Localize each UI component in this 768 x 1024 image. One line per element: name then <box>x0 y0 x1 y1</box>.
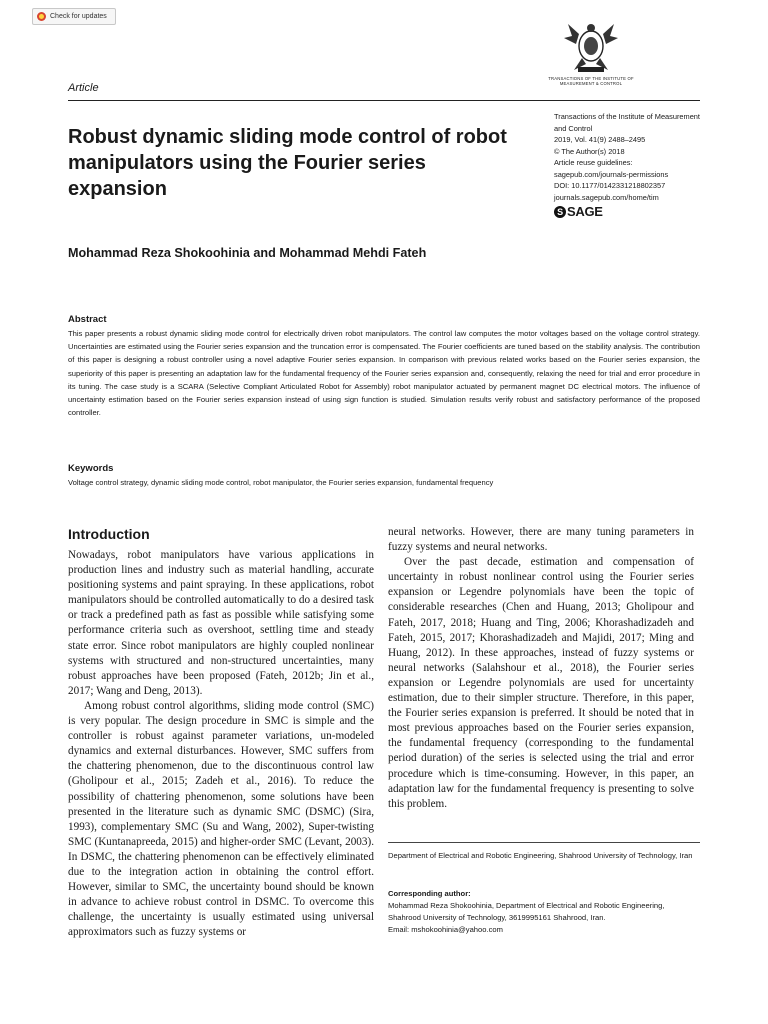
check-updates-icon <box>37 12 46 21</box>
intro-paragraph-4: Over the past decade, estimation and compensation of uncertainty in robust nonlinear control using the Fourier series expansion or Legendre polynomials have been the topic of considerable researches (Chen and Huang, 2013; Gholipour and Fateh, 2017, 2018; Huang and Ting, 2006; Khorashadizadeh and Fateh, 2015, 2017; Khorashadizadeh and Majidi, 2017; Ming and Huang, 2012). In these approaches, instead of fuzzy systems or neural networks (Salahshour et al., 2018), the Fourier series expansion or Legendre polynomials are used for uncertainty estimation, due to their simpler structure. Therefore, in this paper, the Fourier series expansion is preferred. It should be noted that in most previous approaches based on the Fourier series expansion, the fundamental frequency (corresponding to the fundamental period duration) of the series is selected using the trial and error procedure which is time-consuming. However, in this paper, an adaptation law for the fundamental frequency is presenting to solve this problem. <box>388 556 694 810</box>
abstract-heading: Abstract <box>68 314 107 325</box>
sage-s-icon: S <box>554 206 566 218</box>
reuse-guidelines: Article reuse guidelines: <box>554 158 633 167</box>
intro-paragraph-3: neural networks. However, there are many tuning parameters in fuzzy systems and neural networks. <box>388 526 694 554</box>
introduction-heading: Introduction <box>68 526 150 542</box>
sage-wordmark: SAGE <box>567 204 603 219</box>
check-updates-label: Check for updates <box>50 13 107 20</box>
header-divider <box>68 100 700 101</box>
footnote-divider <box>388 842 700 843</box>
body-column-right <box>388 525 694 812</box>
intro-paragraph-2: Among robust control algorithms, sliding mode control (SMC) is very popular. The design procedure in SMC is simple and the controller is robust against parameter variations, un-modeled dynamics and external disturbances. However, SMC suffers from the chattering phenomenon, due to the discontinuous control law (Gholipour et al., 2015; Zadeh et al., 2016). To reduce the possibility of chattering phenomenon, some solutions have been presented in the literature such as dynamic SMC (DSMC) (Sira, 1993), complementary SMC (Su and Wang, 2002), Super-twisting SMC (Kuntanapreeda, 2015) and higher-order SMC (Levant, 2003). In DSMC, the chattering phenomenon can be effectively eliminated due to the integration action in obtaining the control effort. However, similar to SMC, the uncertainty bound should be known in advance to achieve robust control in DSMC. To overcome this challenge, the uncertainty is usually estimated using universal approximators such as fuzzy systems or <box>68 699 374 939</box>
body-column-left <box>68 548 374 940</box>
journal-home-link[interactable]: journals.sagepub.com/home/tim <box>554 192 659 202</box>
corresponding-author-details <box>388 900 698 936</box>
affiliation-footnote: Department of Electrical and Robotic Engineering, Shahrood University of Technology, Iran <box>388 851 693 860</box>
check-for-updates-badge[interactable] <box>32 8 116 25</box>
copyright: © The Author(s) 2018 <box>554 146 625 156</box>
abstract-text: This paper presents a robust dynamic sliding mode control for electrically driven robot manipulators. The control law computes the motor voltages based on the voltage control strategy. Uncertainties are estimated using the Fourier series expansion and the truncation error is compensated. The Fourier coefficients are tuned based on the stability analysis. The contribution of this paper is designing a robust controller using a novel adaptive Fourier series expansion. In comparison with previous related works based on the Fourier series expansion, the superiority of this paper is presenting an adaptation law for the fundamental frequency of the Fourier series expansion and, consequently, relaxing the need for trial and error procedure in its tuning. The case study is a SCARA (Selective Compliant Articulated Robot for Assembly) robot manipulator actuated by permanent magnet DC electrical motors. The influence of uncertainty estimation based on the Fourier series expansion instead of using sign function is studied. Simulation results verify robust and satisfactory performance of the proposed controller. <box>68 329 700 418</box>
intro-paragraph-1: Nowadays, robot manipulators have various applications in production lines and industry such as material handling, accurate positioning systems and paint spraying. In these applications, robot manipulators should be controlled automatically to do a desired task or track a predefined path as fast as possible while satisfying some performance criteria such as overshoot, settling time and steady state error. Since robot manipulators are highly coupled nonlinear systems with structured and non-structured uncertainties, many robust approaches have been proposed (Fateh, 2012b; Jin et al., 2017; Wang and Deng, 2013). <box>68 549 374 697</box>
paper-title: Robust dynamic sliding mode control of robot manipulators using the Fourier series expansion <box>68 126 507 200</box>
doi[interactable]: DOI: 10.1177/0142331218802357 <box>554 181 666 190</box>
journal-logo-caption: TRANSACTIONS OF THE INSTITUTE OF MEASUREMENT & CONTROL <box>548 76 634 86</box>
corresponding-author-email[interactable]: Email: mshokoohinia@yahoo.com <box>388 925 503 934</box>
journal-volume: 2019, Vol. 41(9) 2488–2495 <box>554 135 646 144</box>
publication-metadata <box>554 111 714 203</box>
journal-name: Transactions of the Institute of Measurement and Control <box>554 112 700 133</box>
corresponding-author-address: Mohammad Reza Shokoohinia, Department of Electrical and Robotic Engineering, Shahrood University of Technology, 3619995161 Shahrood, Iran. <box>388 901 665 922</box>
journal-crest-logo <box>560 20 622 76</box>
reuse-link[interactable]: sagepub.com/journals-permissions <box>554 169 669 179</box>
author-list: Mohammad Reza Shokoohinia and Mohammad Mehdi Fateh <box>68 246 427 260</box>
corresponding-author-heading: Corresponding author: <box>388 889 471 898</box>
sage-logo <box>554 204 603 219</box>
keywords-text: Voltage control strategy, dynamic sliding mode control, robot manipulator, the Fourier series expansion, fundamental frequency <box>68 478 494 487</box>
keywords-heading: Keywords <box>68 463 114 474</box>
article-type-label: Article <box>68 82 99 94</box>
